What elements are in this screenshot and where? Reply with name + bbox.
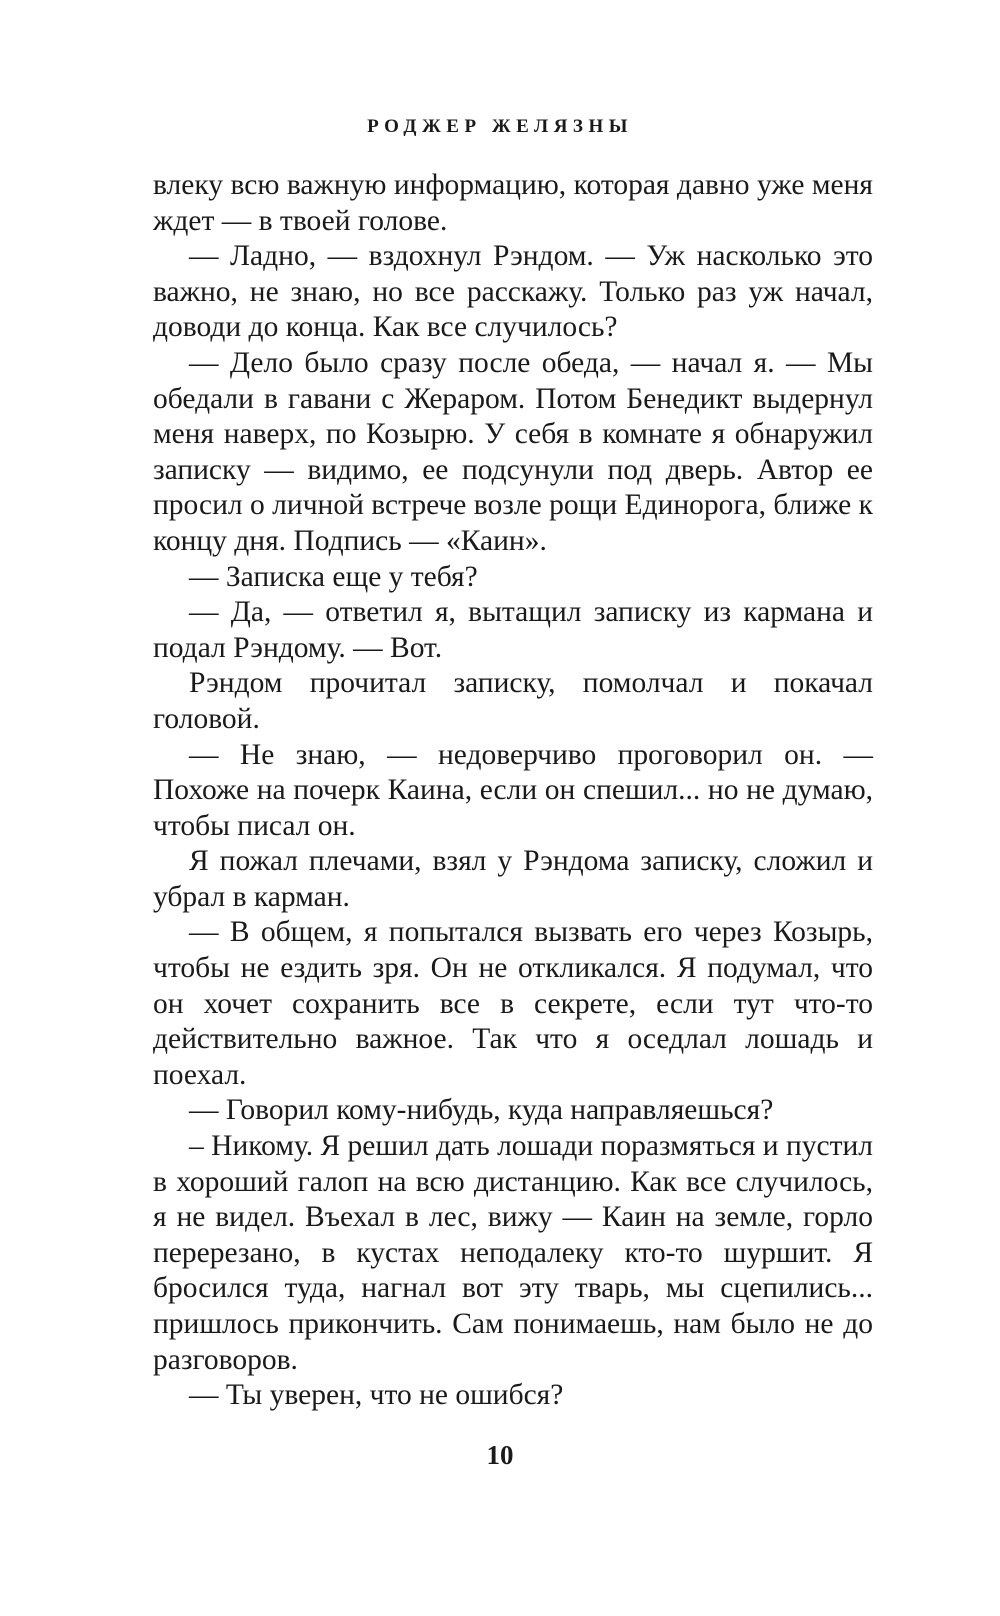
paragraph: — Записка еще у тебя? (189, 560, 478, 593)
paragraph: — В общем, я попытался вызвать его через Козырь, чтобы не ездить зря. Он не откликался. Я подумал, что он хочет сохранить все в секрете, если тут что-то действительно важное. Так что я оседлал лошадь и поехал. (153, 916, 873, 1091)
paragraph: — Не знаю, — недоверчиво проговорил он. — Похоже на почерк Каина, если он спешил... но не думаю, чтобы писал он. (153, 738, 873, 842)
paragraph: — Говорил кому-нибудь, куда направляешься? (189, 1094, 774, 1127)
paragraph: – Никому. Я решил дать лошади поразмяться и пустил в хороший галоп на всю дистанцию. Как все случилось, я не видел. Въехал в лес, вижу — Каин на земле, горло перерезано, в кустах неподалеку кто-то шуршит. Я бросился туда, нагнал вот эту тварь, мы сцепились... пришлось прикончить. Сам понимаешь, нам было не до разговоров. (153, 1130, 873, 1376)
body-text (153, 168, 873, 1414)
paragraph: — Ты уверен, что не ошибся? (189, 1379, 564, 1412)
page-number: 10 (486, 1440, 514, 1470)
paragraph: Рэндом прочитал записку, помолчал и покачал головой. (153, 667, 873, 735)
paragraph: Я пожал плечами, взял у Рэндома записку, сложил и убрал в карман. (153, 845, 873, 913)
paragraph: — Да, — ответил я, вытащил записку из кармана и подал Рэндому. — Вот. (153, 596, 873, 664)
paragraph: влеку всю важную информацию, которая давно уже меня ждет — в твоей голове. (153, 169, 873, 237)
paragraph: — Ладно, — вздохнул Рэндом. — Уж насколько это важно, не знаю, но все расскажу. Только раз уж начал, доводи до конца. Как все случилось? (153, 240, 873, 344)
running-head: РОДЖЕР ЖЕЛЯЗНЫ (367, 116, 633, 137)
paragraph: — Дело было сразу после обеда, — начал я. — Мы обедали в гавани с Жераром. Потом Бенедикт выдернул меня наверх, по Козырю. У себя в комнате я обнаружил записку — видимо, ее подсунули под дверь. Автор ее просил о личной встрече возле рощи Единорога, ближе к концу дня. Подпись — «Каин». (153, 346, 873, 557)
